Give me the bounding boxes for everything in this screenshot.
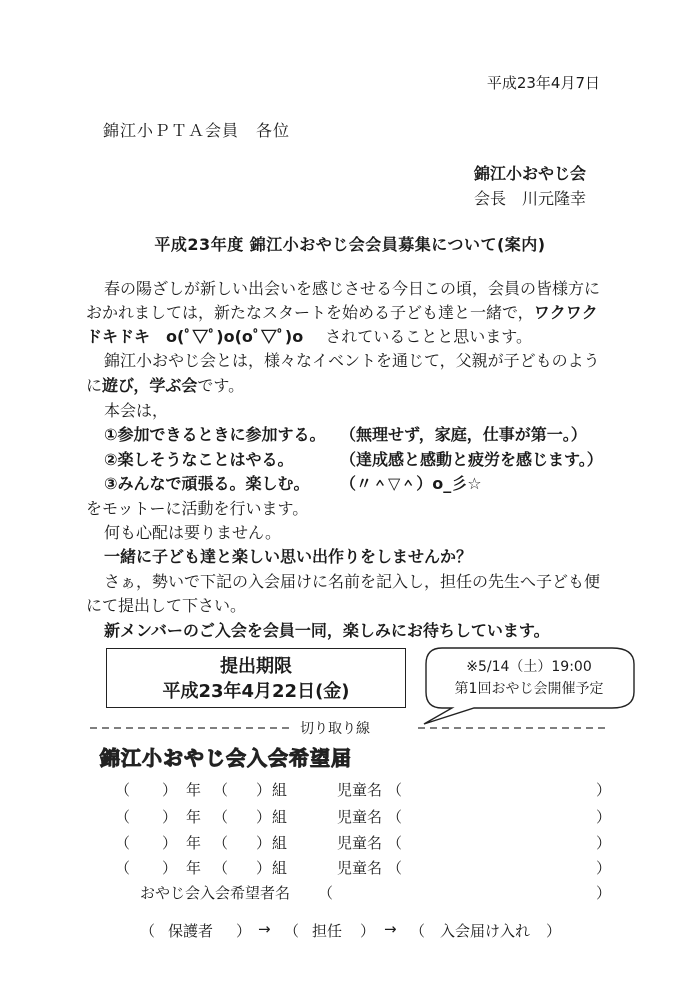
child-paren-open: （ — [387, 859, 403, 877]
grade-label: 年 — [186, 808, 202, 826]
child-paren-close: ） — [596, 781, 612, 799]
child-paren-close: ） — [596, 808, 612, 826]
deadline-label: 提出期限 — [220, 656, 292, 677]
grade-paren-close: ） — [162, 834, 178, 852]
class-label: 組 — [272, 808, 288, 826]
class-label: 組 — [272, 834, 288, 852]
emphasis-text: ワクワク — [533, 303, 598, 322]
grade-paren-open: （ — [115, 859, 131, 877]
body-text: です。 — [197, 376, 245, 395]
body-line: 春の陽ざしが新しい出会いを感じさせる今日この頃，会員の皆様方に — [104, 279, 601, 298]
addressee: 錦江小ＰＴＡ会員 各位 — [103, 121, 291, 140]
child-name-label: 児童名 — [337, 781, 383, 799]
body-line: にて提出して下さい。 — [86, 596, 247, 615]
body-line: さぁ，勢いで下記の入会届けに名前を記入し，担任の先生へ子ども便 — [104, 572, 601, 591]
body-line: 錦江小おやじ会とは，様々なイベントを通じて，父親が子どものよう — [104, 351, 600, 370]
body-line — [86, 324, 532, 347]
grade-paren-open: （ — [115, 781, 131, 799]
class-paren-close: ） — [256, 859, 272, 877]
grade-paren-open: （ — [115, 808, 131, 826]
class-paren-open: （ — [213, 834, 229, 852]
welcome-text: 新メンバーのご入会を会員一同，楽しみにお待ちしています。 — [104, 621, 550, 640]
document-title: 平成23年度 錦江小おやじ会会員募集について(案内) — [154, 235, 546, 254]
body-line: 何も心配は要りません。 — [104, 523, 281, 542]
bubble-line: 第1回おやじ会開催予定 — [454, 681, 604, 697]
child-paren-open: （ — [387, 834, 403, 852]
deadline-date: 平成23年4月22日(金) — [162, 681, 350, 702]
flow-paren-close: ） — [360, 922, 376, 940]
grade-paren-close: ） — [162, 781, 178, 799]
child-paren-open: （ — [387, 781, 403, 799]
body-line — [86, 373, 244, 396]
grade-label: 年 — [186, 859, 202, 877]
child-paren-open: （ — [387, 808, 403, 826]
body-text: に — [86, 376, 103, 395]
motto-note: （達成感と感動と疲労を感じます。） — [340, 450, 603, 469]
motto-intro: 本会は， — [104, 401, 169, 420]
president-name: 会長 川元隆幸 — [474, 189, 587, 208]
class-paren-open: （ — [213, 781, 229, 799]
class-label: 組 — [272, 781, 288, 799]
body-text: おかれましては，新たなスタートを始める子ども達と一緒で， — [86, 303, 534, 322]
flow-step-teacher: 担任 — [312, 922, 343, 940]
organization-name: 錦江小おやじ会 — [474, 164, 587, 183]
applicant-paren-open: （ — [318, 884, 334, 902]
flow-paren-close: ） — [236, 922, 252, 940]
class-label: 組 — [272, 859, 288, 877]
motto-item: ②楽しそうなことはやる。 — [104, 450, 294, 469]
motto-outro: をモットーに活動を行います。 — [86, 499, 309, 518]
child-name-label: 児童名 — [337, 834, 383, 852]
child-name-label: 児童名 — [337, 808, 383, 826]
flow-paren-open: （ — [284, 922, 300, 940]
flow-paren-open: （ — [410, 922, 426, 940]
class-paren-open: （ — [213, 808, 229, 826]
motto-item: ①参加できるときに参加する。 — [104, 425, 326, 444]
class-paren-close: ） — [256, 834, 272, 852]
body-line — [86, 300, 598, 323]
deadline-box — [106, 648, 406, 708]
motto-note: （無理せず，家庭，仕事が第一。） — [340, 425, 587, 444]
cut-line-label: 切り取り線 — [300, 721, 370, 737]
grade-label: 年 — [186, 834, 202, 852]
grade-paren-open: （ — [115, 834, 131, 852]
class-paren-open: （ — [213, 859, 229, 877]
emphasis-text: 遊び，学ぶ会 — [102, 376, 198, 395]
motto-item: ③みんなで頑張る。楽しむ。 — [104, 474, 310, 493]
arrow-icon: → — [384, 920, 397, 938]
form-title: 錦江小おやじ会入会希望届 — [100, 746, 352, 770]
grade-paren-close: ） — [162, 808, 178, 826]
applicant-paren-close: ） — [596, 884, 612, 902]
child-name-label: 児童名 — [337, 859, 383, 877]
arrow-icon: → — [258, 920, 271, 938]
flow-paren-open: （ — [140, 922, 156, 940]
class-paren-close: ） — [256, 808, 272, 826]
child-paren-close: ） — [596, 859, 612, 877]
applicant-name-label: おやじ会入会希望者名 — [140, 884, 291, 902]
grade-paren-close: ） — [162, 859, 178, 877]
bubble-line: ※5/14（土）19:00 — [466, 659, 592, 675]
flow-step-submission: 入会届け入れ — [440, 922, 531, 940]
invitation-text: 一緒に子ども達と楽しい思い出作りをしませんか？ — [104, 547, 473, 566]
emphasis-text: ドキドキ o(ﾟ▽ﾟ)o(oﾟ▽ﾟ)o — [86, 327, 304, 346]
flow-paren-close: ） — [546, 922, 562, 940]
document-date: 平成23年4月7日 — [486, 74, 600, 92]
motto-note: （〃＾▽＾）o_彡☆ — [340, 474, 482, 493]
grade-label: 年 — [186, 781, 202, 799]
class-paren-close: ） — [256, 781, 272, 799]
child-paren-close: ） — [596, 834, 612, 852]
body-text: されていることと思います。 — [325, 327, 532, 346]
flow-step-guardian: 保護者 — [168, 922, 214, 940]
